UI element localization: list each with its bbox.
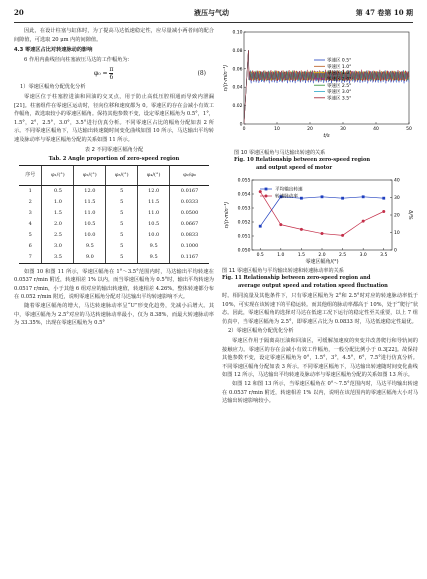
table-cell: 9.5 bbox=[138, 241, 170, 252]
data-point bbox=[362, 195, 365, 198]
table-cell: 10.5 bbox=[74, 219, 106, 230]
table-cell: 11.0 bbox=[138, 208, 170, 219]
table-body bbox=[19, 185, 209, 263]
table-cell: 10.5 bbox=[138, 219, 170, 230]
table-cell: 1 bbox=[28, 187, 32, 194]
table-2 bbox=[19, 165, 209, 264]
table-header-cell: φ₄/(°) bbox=[138, 165, 170, 185]
y-tick-label: 0.04 bbox=[232, 85, 243, 91]
table-cell: 12.0 bbox=[74, 185, 106, 197]
x-tick-label: 20 bbox=[307, 127, 313, 132]
table-header-row bbox=[19, 165, 209, 185]
x-tick-label: 3.5 bbox=[380, 253, 388, 258]
legend-marker bbox=[265, 188, 268, 191]
subsection-heading: 2）零速区幅角分配优化分析 bbox=[228, 328, 294, 335]
figure-11-caption-zh: 图 11 零速区幅角与平均输出转速和转速脉动率的关系 bbox=[222, 268, 344, 274]
legend-label: 零速区 2.5° bbox=[327, 83, 352, 89]
data-point bbox=[300, 228, 303, 231]
table-cell: 7 bbox=[19, 252, 42, 264]
y-right-axis-label: δ/% bbox=[407, 210, 413, 220]
figure-11-caption-en: Fig. 11 Relationship between zero-speed region and bbox=[222, 275, 371, 282]
table-cell: 3 bbox=[28, 209, 32, 216]
y-left-tick-label: 0.055 bbox=[237, 178, 251, 184]
data-point bbox=[341, 234, 344, 237]
paragraph: 如图 10 和图 11 所示，零速区幅角在 1°～3.5°范围内时，马达输出平均转速在 0.0537 r/min 附近，转速相差 1% 以内，而当零速区幅角为 0.5°时，输出平均转速为 0.0517 r/min，小于其他 6 组对应的输出转速值，转速相差 4.26%。整体转速都分布在 0.052 r/min 附近，说明零速区幅角分配对马达输出平均转速影响不大。 bbox=[14, 268, 214, 301]
x-tick-label: 50 bbox=[406, 127, 412, 132]
table-header-cell: 序号 bbox=[19, 165, 42, 185]
table-cell: 11.0 bbox=[74, 208, 106, 219]
y-right-tick-label: 10 bbox=[394, 231, 400, 236]
subsection-heading: 1）零速区幅角分配优化分析 bbox=[20, 84, 86, 91]
legend-label: 转速脉动率 bbox=[275, 194, 298, 200]
table-row bbox=[19, 197, 209, 208]
y-axis-label: n/(r·min⁻¹) bbox=[223, 64, 229, 92]
table-cell: 5 bbox=[106, 185, 138, 197]
data-point bbox=[321, 195, 324, 198]
table-cell: 9.0 bbox=[74, 252, 106, 264]
figure-10-caption-en-2: and output speed of motor bbox=[256, 164, 333, 171]
table-cell: 9.5 bbox=[138, 252, 170, 264]
data-point bbox=[382, 210, 385, 213]
data-point bbox=[279, 223, 282, 226]
x-tick-label: 10 bbox=[274, 127, 280, 132]
equation-numerator: π bbox=[109, 66, 114, 74]
y-left-tick-label: 0.052 bbox=[237, 220, 251, 226]
legend-label: 零速区 1.0° bbox=[327, 64, 352, 70]
paragraph: 6 作用内曲线径向柱塞液压马达的工作幅角为： bbox=[24, 56, 133, 63]
table-cell: 11.5 bbox=[138, 197, 170, 208]
y-left-tick-label: 0.054 bbox=[237, 192, 251, 198]
data-point bbox=[362, 220, 365, 223]
data-point bbox=[259, 190, 262, 193]
table-cell: 4 bbox=[28, 220, 32, 227]
legend-label: 平均输出转速 bbox=[275, 187, 303, 193]
table-cell: 9.5 bbox=[74, 241, 106, 252]
table-row bbox=[19, 219, 209, 230]
equation-8 bbox=[14, 66, 214, 81]
legend-label: 零速区 0.5° bbox=[327, 58, 352, 64]
volume-issue: 第 47 卷第 10 期 bbox=[355, 8, 413, 17]
table-cell: 0.0833 bbox=[170, 230, 209, 241]
table-cell: 12.0 bbox=[138, 185, 170, 197]
x-tick-label: 2.5 bbox=[339, 253, 347, 258]
table-cell: 11.5 bbox=[74, 197, 106, 208]
x-tick-label: 1.5 bbox=[297, 253, 305, 258]
paragraph: 因此，在设计柱塞与缸体时，为了提高马达低速稳定性，应尽量减小两者间的配合间隙值，可选取 20 μm 内的间隙值。 bbox=[14, 28, 214, 43]
table-cell: 0.1000 bbox=[170, 241, 209, 252]
figure-11-caption-en-2: average output speed and rotation speed fluctuation bbox=[238, 282, 388, 289]
table-cell: 5 bbox=[28, 231, 32, 238]
data-point bbox=[382, 197, 385, 200]
paragraph: 零速区位于柱塞腔进油和回油的交叉点，用于防止高低压腔相通而导致内泄漏[21]。柱塞组件在零速区运动时，径向位移和速度都为 0。零速区的存在会减小有效工作幅角，故选取较小的零速区幅角。保持其他参数不变，设定零速区幅角为 0.5°，1°，1.5°，2°，2.5°，3.0°，3.5°进行仿真分析。不同零速区占比的幅角分配如表 2 所示。不同零速区幅角下，马达输出转速随时间变化曲线如图 10 所示，马达输出平均转速及脉动率与零速区幅角分配的关系如图 11 所示。 bbox=[14, 93, 214, 143]
data-point bbox=[321, 232, 324, 235]
table-cell: 1.0 bbox=[42, 197, 74, 208]
x-axis-label: 零速区幅角/(°) bbox=[305, 259, 339, 265]
y-tick-label: 0 bbox=[239, 122, 243, 128]
legend-label: 零速区 3.0° bbox=[327, 90, 352, 96]
table-header-cell: φ₂/φ₀ bbox=[170, 165, 209, 185]
table-row bbox=[19, 230, 209, 241]
page-number: 20 bbox=[14, 8, 24, 17]
legend-label: 零速区 2.0° bbox=[327, 77, 352, 83]
section-heading: 4.3 零速区占比对转速脉动的影响 bbox=[14, 47, 93, 54]
x-tick-label: 30 bbox=[340, 127, 346, 132]
table-cell: 0.0500 bbox=[170, 208, 209, 219]
table-cell: 10.0 bbox=[74, 230, 106, 241]
table-cell: 5 bbox=[106, 241, 138, 252]
page-header bbox=[14, 8, 413, 22]
table-row bbox=[19, 185, 209, 197]
equation-lhs: φ₀ = bbox=[94, 70, 108, 78]
y-right-tick-label: 40 bbox=[394, 178, 400, 184]
right-column bbox=[222, 292, 418, 406]
figure-11-caption bbox=[222, 268, 422, 290]
table-row bbox=[19, 208, 209, 219]
y-left-tick-label: 0.051 bbox=[237, 234, 251, 240]
table-row bbox=[19, 252, 209, 264]
table-cell: 5 bbox=[106, 230, 138, 241]
equation-denominator: 6 bbox=[109, 74, 114, 82]
figure-11-chart bbox=[222, 176, 417, 266]
y-left-axis-label: n/(r·min⁻¹) bbox=[224, 201, 230, 229]
table-cell: 1.5 bbox=[42, 208, 74, 219]
figure-10-chart bbox=[222, 26, 417, 144]
y-left-tick-label: 0.053 bbox=[237, 206, 251, 212]
journal-name: 液压与气动 bbox=[194, 8, 229, 17]
plot-frame bbox=[252, 180, 392, 250]
x-tick-label: 3.0 bbox=[359, 253, 367, 258]
table-cell: 5 bbox=[106, 208, 138, 219]
table-cell: 0.0333 bbox=[170, 197, 209, 208]
y-right-tick-label: 30 bbox=[394, 196, 400, 201]
table-caption-zh: 表 2 不同零速区幅角分配 bbox=[84, 146, 144, 153]
table-cell: 3.0 bbox=[42, 241, 74, 252]
table-header-cell: φ₂/(°) bbox=[74, 165, 106, 185]
table-cell: 0.1167 bbox=[170, 252, 209, 264]
legend-label: 零速区 1.5° bbox=[327, 71, 352, 77]
figure-10-caption bbox=[222, 150, 417, 172]
table-cell: 0.0667 bbox=[170, 219, 209, 230]
table-cell: 5 bbox=[106, 219, 138, 230]
y-left-tick-label: 0.050 bbox=[237, 248, 251, 254]
table-cell: 5 bbox=[106, 197, 138, 208]
left-column bbox=[14, 27, 214, 328]
table-cell: 3.5 bbox=[42, 252, 74, 264]
y-tick-label: 0.10 bbox=[232, 30, 243, 36]
legend-marker bbox=[265, 195, 268, 198]
figure-10-caption-en: Fig. 10 Relationship between zero-speed region bbox=[234, 157, 371, 164]
equation-number: (8) bbox=[197, 69, 206, 77]
table-header-cell: φ₁/(°) bbox=[42, 165, 74, 185]
paragraph: 时。相同流量及其他条件下，只有零速区幅角为 2°和 2.5°时对应的转速脉动率低于 10%，可实现在该转速下的平稳运转。而其他组的脉动率都高于 10%，处于“爬行”状态。因此，零速区幅角的选择对马达在低速工况下运行的稳定性至关重要，以上 7 组仿真中，当零速区幅角为 2.5°，即零速区占比为 0.0833 时，马达低速稳定性最优。 bbox=[222, 293, 419, 325]
equation-fraction bbox=[109, 66, 113, 81]
table-cell: 2.0 bbox=[42, 219, 74, 230]
x-tick-label: 1.0 bbox=[277, 253, 285, 258]
figure-10-caption-zh: 图 10 零速区幅角与马达输出转速的关系 bbox=[234, 150, 326, 156]
table-caption-en: Tab. 2 Angle proportion of zero-speed region bbox=[48, 156, 180, 163]
y-right-tick-label: 20 bbox=[394, 213, 400, 219]
table-cell: 0.5 bbox=[42, 185, 74, 197]
paragraph: 如图 12 和图 13 所示，当零速区幅角在 0°～7.5°范围内时，马达平均输出转速在 0.0537 r/min 附近，转速相差 1% 以内，说明在该范围内的零速区幅角大小对马达输出转速影响较小。 bbox=[222, 380, 418, 405]
y-right-tick-label: 0 bbox=[394, 248, 397, 254]
legend-label: 零速区 3.5° bbox=[327, 96, 352, 102]
header-rule bbox=[14, 22, 413, 23]
table-cell: 0.0167 bbox=[170, 185, 209, 197]
y-tick-label: 0.06 bbox=[232, 67, 243, 73]
x-tick-label: 2.0 bbox=[318, 253, 326, 258]
paragraph: 随着零速区幅角的增大，马达转速脉动率呈“U”形变化趋势，先减小后增大。其中，零速区幅角为 2.5°对应的马达转速脉动率最小，仅为 8.38%，而最大转速脉动率为 33.35%，出现在零速区幅角为 0.5° bbox=[14, 302, 214, 327]
x-tick-label: 0.5 bbox=[256, 253, 264, 258]
table-cell: 2.5 bbox=[42, 230, 74, 241]
table-cell: 2 bbox=[28, 198, 32, 205]
y-tick-label: 0.02 bbox=[232, 104, 243, 110]
x-tick-label: 0 bbox=[242, 127, 246, 132]
x-axis-label: t/s bbox=[323, 133, 330, 139]
data-point bbox=[341, 197, 344, 200]
table-cell: 5 bbox=[106, 252, 138, 264]
data-point bbox=[259, 225, 262, 228]
paragraph: 零速区作用于隔离高压油和回油区，可缓解加速度的突变并改善爬行和导轨间的接触应力。零速区的存在会减小有效工作幅角，一般分配比例小于 0.3[22]。故保持其他参数不变，设定零速区幅角为 0°，1.5°，3°，4.5°，6°，7.5°进行仿真分析。不同零速区幅角分配如表 3 所示。不同零速区幅角下，马达输出转速随时间变化曲线如图 12 所示，马达输出平均转速及脉动率与零速区幅角分配的关系如图 13 所示。 bbox=[222, 337, 418, 379]
data-point bbox=[300, 197, 303, 200]
y-tick-label: 0.08 bbox=[232, 48, 243, 54]
table-header-cell: φ₃/(°) bbox=[106, 165, 138, 185]
table-row bbox=[19, 241, 209, 252]
table-cell: 10.0 bbox=[138, 230, 170, 241]
table-cell: 6 bbox=[28, 242, 32, 249]
x-tick-label: 40 bbox=[373, 127, 379, 132]
